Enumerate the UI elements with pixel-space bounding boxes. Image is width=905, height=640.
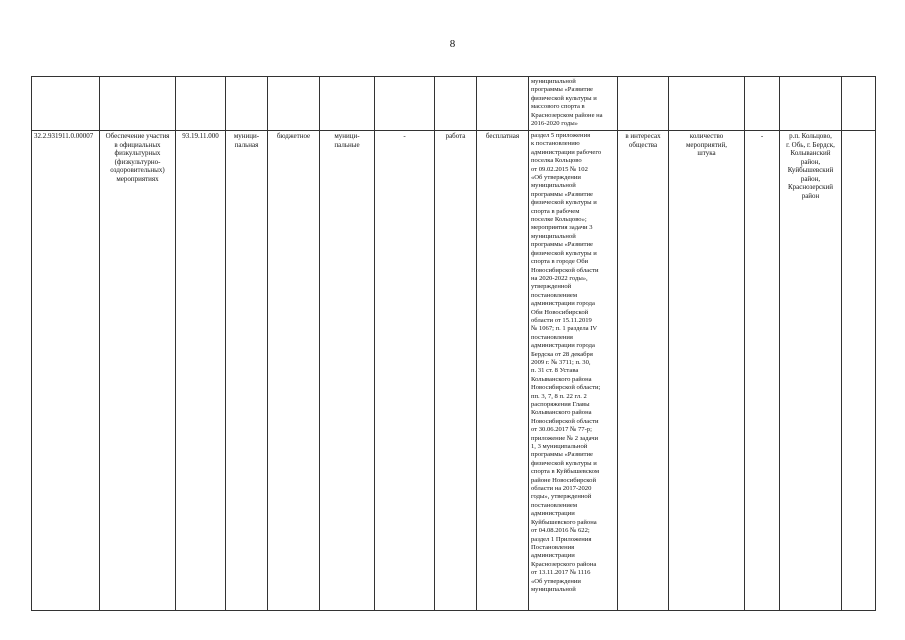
table-cell xyxy=(100,131,176,611)
table-cell xyxy=(842,131,876,611)
table-cell xyxy=(477,131,529,611)
table-cell xyxy=(176,131,226,611)
table-cell xyxy=(375,131,435,611)
interests: в интересах общества xyxy=(625,132,661,149)
table-cell xyxy=(100,77,176,131)
table-cell xyxy=(268,77,320,131)
table-cell xyxy=(780,77,842,131)
service-code: 93.19.11.000 xyxy=(182,132,219,140)
table-cell xyxy=(32,77,100,131)
dash-value: - xyxy=(760,132,764,140)
table-cell xyxy=(176,77,226,131)
table-cell xyxy=(226,77,268,131)
table-cell xyxy=(529,77,618,131)
table-row xyxy=(32,77,876,131)
table-cell xyxy=(32,131,100,611)
table-cell xyxy=(477,77,529,131)
legal-basis-fragment: муниципальной программы «Развитие физической культуры и массового спорта в Краснозерском районе на 2016-2020 годы» xyxy=(531,78,603,128)
table-cell xyxy=(435,131,477,611)
payment-type: бесплатная xyxy=(485,132,520,140)
page-number: 8 xyxy=(449,38,456,50)
table-cell xyxy=(618,131,669,611)
table-cell xyxy=(435,77,477,131)
table-cell xyxy=(320,77,375,131)
table-cell xyxy=(226,131,268,611)
table-cell xyxy=(529,131,618,611)
table-cell xyxy=(320,131,375,611)
territory: р.п. Кольцово, г. Обь, г. Бердск, Колыванский район, Куйбышевский район, Краснозерский район xyxy=(786,132,835,200)
table-cell xyxy=(375,77,435,131)
registry-table xyxy=(31,76,876,611)
table-cell xyxy=(669,131,745,611)
service-level: муници- пальная xyxy=(233,132,260,149)
table-row xyxy=(32,131,876,611)
institution-type: бюджетное xyxy=(276,132,311,140)
table-cell xyxy=(669,77,745,131)
registry-number: 32.2.931911.0.00007 xyxy=(34,132,94,140)
table-cell xyxy=(745,131,780,611)
table-cell xyxy=(618,77,669,131)
legal-basis: раздел 5 приложения к постановлению администрации рабочего поселка Кольцово от 09.02.2015 № 102 «Об утверждении муниципальной программы «Развитие физической культуры и спорта в рабочем поселке Кольцово»; мероприятия задачи 3 муниципальной программы «Развитие физической культуры и спорта в городе Оби Новосибирской области на 2020-2022 годы», утвержденной постановлением администрации города Оби Новосибирской области от 15.11.2019 № 1067; п. 1 раздела IV постановления администрации города Бердска от 28 декабря 2009 г. № 3711; п. 30, п. 31 ст. 8 Устава Колыванского района Новосибирской области; пп. 3, 7, 8 п. 22 гл. 2 распоряжения Главы Колыванского района Новосибирской области от 30.06.2017 № 77-р; приложение № 2 задачи 1, 3 муниципальной программы «Развитие физической культуры и спорта в Куйбышевском районе Новосибирской области на 2017-2020 годы», утвержденной постановлением администрации Куйбышевского района от 04.08.2016 № 622; раздел 1 Приложения Постановления администрации Краснозерского района от 13.11.2017 № 1116 «Об утверждении муниципальной xyxy=(531,132,602,593)
table-cell xyxy=(780,131,842,611)
work-type: работа xyxy=(445,132,466,140)
volume-indicator: количество мероприятий, штука xyxy=(685,132,728,157)
service-name: Обеспечение участия в официальных физкультурных (физкультурно- оздоровительных) мероприятиях xyxy=(105,132,170,183)
table-cell xyxy=(745,77,780,131)
table-cell xyxy=(842,77,876,131)
dash-value: - xyxy=(403,132,406,140)
institution-ownership: муници- пальные xyxy=(334,132,360,149)
table-cell xyxy=(268,131,320,611)
